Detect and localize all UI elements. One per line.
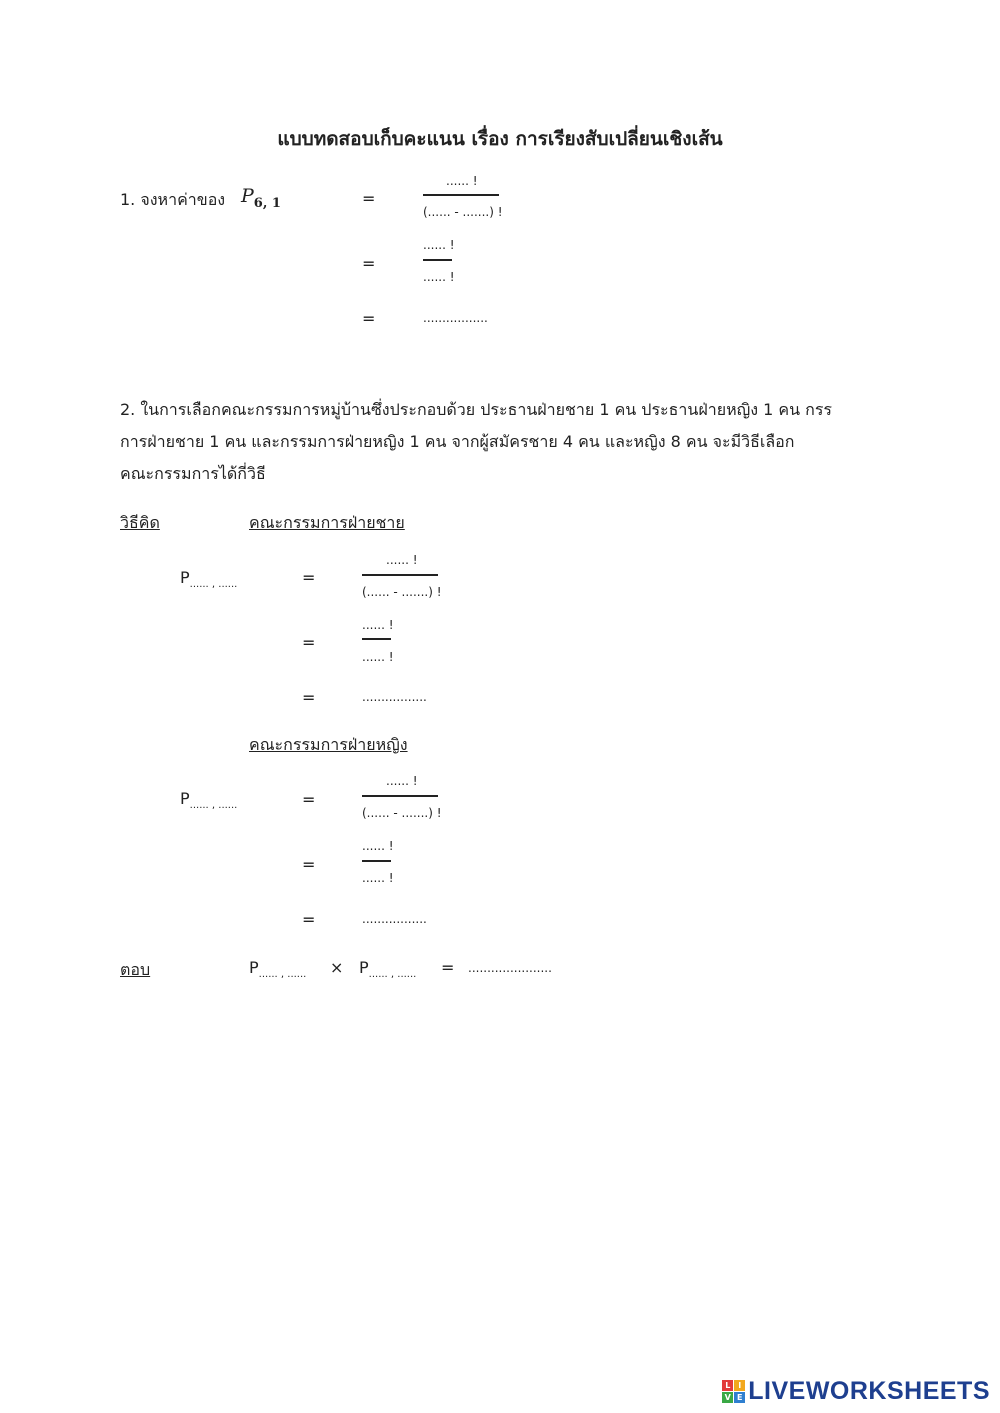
q2-line-2: การฝ่ายชาย 1 คน และกรรมการฝ่ายหญิง 1 คน จากผู้สมัครชาย 4 คน และหญิง 8 คน จะมีวิธีเลือก: [120, 432, 795, 451]
q1-frac2-denominator: ...... !: [423, 270, 455, 284]
women-frac1-denominator: (...... - .......) !: [362, 806, 442, 820]
men-eq-2: =: [302, 633, 316, 652]
men-p-symbol: P: [180, 568, 190, 587]
answer-label: ตอบ: [120, 960, 151, 979]
q1-eq-1: =: [362, 189, 376, 208]
men-answer-blank: .................: [362, 690, 427, 704]
q1-frac2-numerator: ...... !: [423, 238, 455, 252]
men-frac1-line: [362, 574, 438, 576]
women-frac2-line: [362, 860, 391, 862]
women-eq-3: =: [302, 910, 316, 929]
method-label: วิธีคิด: [120, 513, 160, 532]
q1-eq-3: =: [362, 309, 376, 328]
men-permutation: [180, 568, 237, 590]
answer-p1-symbol: P: [249, 958, 259, 977]
q1-permutation: [241, 185, 281, 211]
logo-mark-letter: I: [734, 1380, 745, 1391]
q1-eq-2: =: [362, 254, 376, 273]
liveworksheets-wordmark: LIVEWORKSHEETS: [748, 1377, 990, 1405]
liveworksheets-mark-icon: [722, 1380, 745, 1403]
q1-frac2-line: [423, 259, 452, 261]
answer-p2-symbol: P: [359, 958, 369, 977]
q1-frac1-numerator: ...... !: [446, 174, 478, 188]
q1-perm-symbol: P: [241, 185, 254, 207]
answer-p2: [359, 958, 416, 980]
women-answer-blank: .................: [362, 912, 427, 926]
answer-p1-sub: ...... , ......: [258, 969, 307, 981]
men-p-sub: ...... , ......: [189, 579, 238, 591]
men-frac2-line: [362, 638, 391, 640]
answer-blank: ......................: [468, 961, 552, 975]
men-frac1-denominator: (...... - .......) !: [362, 585, 442, 599]
logo-mark-letter: E: [734, 1392, 745, 1403]
liveworksheets-logo: [722, 1377, 990, 1406]
women-eq-2: =: [302, 855, 316, 874]
q1-frac1-denominator: (...... - .......) !: [423, 205, 503, 219]
women-eq-1: =: [302, 790, 316, 809]
answer-eq: =: [441, 958, 455, 977]
women-frac2-denominator: ...... !: [362, 871, 394, 885]
q1-answer-blank: .................: [423, 311, 488, 325]
q2-line-3: คณะกรรมการได้กี่วิธี: [120, 464, 266, 483]
q2-line-1: 2. ในการเลือกคณะกรรมการหมู่บ้านซึ่งประกอบด้วย ประธานฝ่ายชาย 1 คน ประธานฝ่ายหญิง 1 คน กรร: [120, 400, 833, 419]
men-frac1-numerator: ...... !: [386, 553, 418, 567]
women-frac1-line: [362, 795, 438, 797]
women-frac2-numerator: ...... !: [362, 839, 394, 853]
q1-perm-sub: 6, 1: [253, 195, 281, 211]
logo-mark-letter: L: [722, 1380, 733, 1391]
women-frac1-numerator: ...... !: [386, 774, 418, 788]
women-p-sub: ...... , ......: [189, 800, 238, 812]
women-heading: คณะกรรมการฝ่ายหญิง: [249, 735, 408, 754]
q2-text: [120, 394, 880, 490]
men-frac2-numerator: ...... !: [362, 618, 394, 632]
answer-p2-sub: ...... , ......: [368, 969, 417, 981]
answer-p1: [249, 958, 306, 980]
women-permutation: [180, 789, 237, 811]
logo-mark-letter: V: [722, 1392, 733, 1403]
men-eq-3: =: [302, 688, 316, 707]
q1-label: 1. จงหาค่าของ: [120, 190, 226, 209]
answer-times: ×: [330, 958, 344, 977]
q1-frac1-line: [423, 194, 499, 196]
men-eq-1: =: [302, 568, 316, 587]
women-p-symbol: P: [180, 789, 190, 808]
page-title: แบบทดสอบเก็บคะแนน เรื่อง การเรียงสับเปลี่ยนเชิงเส้น: [277, 128, 723, 150]
men-heading: คณะกรรมการฝ่ายชาย: [249, 513, 405, 532]
men-frac2-denominator: ...... !: [362, 650, 394, 664]
